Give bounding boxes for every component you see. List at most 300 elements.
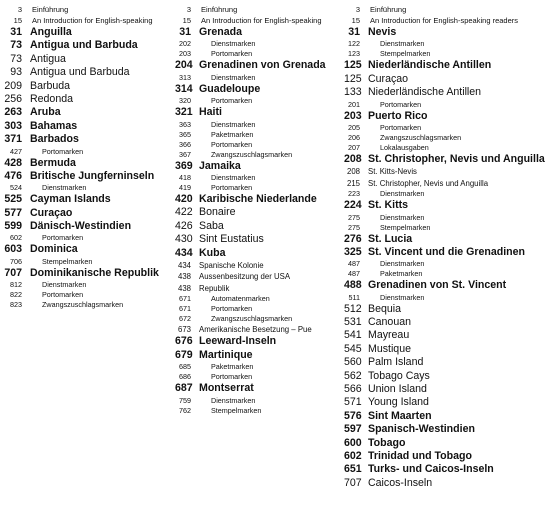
- toc-entry: [2, 243, 172, 256]
- toc-entry: [175, 314, 350, 324]
- toc-page-number: 15: [182, 16, 191, 25]
- toc-page-number: 3: [186, 5, 191, 14]
- toc-entry-title: Antigua: [30, 52, 66, 65]
- toc-entry-title: Palm Island: [368, 356, 424, 369]
- toc-entry: [344, 316, 550, 329]
- toc-entry: [344, 199, 550, 212]
- toc-entry: [175, 130, 350, 140]
- toc-page-number: 223: [348, 189, 360, 199]
- toc-entry: [175, 39, 350, 49]
- toc-entry: [175, 120, 350, 130]
- toc-entry: [2, 133, 172, 146]
- toc-entry-title: Bonaire: [199, 206, 236, 219]
- toc-entry-title: Britische Jungferninseln: [30, 169, 155, 182]
- toc-entry-title: Portomarken: [211, 304, 253, 314]
- toc-page-number: 577: [4, 206, 22, 219]
- toc-entry: [175, 324, 350, 335]
- toc-page-number: 438: [177, 283, 191, 293]
- toc-entry: [2, 53, 172, 66]
- toc-entry-title: Dienstmarken: [211, 72, 256, 82]
- toc-entry: [344, 59, 550, 72]
- toc-page-number: 673: [177, 325, 191, 335]
- toc-entry: [175, 271, 350, 282]
- toc-entry-title: Paketmarken: [211, 129, 254, 139]
- toc-page-number: 203: [344, 109, 362, 122]
- toc-page-number: 571: [344, 396, 362, 409]
- toc-page-number: 671: [179, 294, 191, 304]
- toc-page-number: 369: [175, 159, 193, 172]
- toc-entry: [344, 437, 550, 450]
- toc-entry: [344, 477, 550, 490]
- toc-entry-title: Zwangszuschlagsmarken: [380, 132, 462, 142]
- toc-entry-title: Mayreau: [368, 329, 410, 342]
- toc-page-number: 597: [344, 423, 362, 436]
- toc-page-number: 208: [344, 152, 362, 165]
- toc-page-number: 263: [4, 106, 22, 119]
- toc-entry-title: Aussenbesitzung der USA: [199, 272, 291, 282]
- toc-entry: [2, 220, 172, 233]
- toc-entry-title: An Introduction for English-speaking readers: [370, 16, 519, 25]
- toc-entry-title: Stempelmarken: [42, 256, 93, 266]
- toc-page-number: 434: [177, 260, 191, 270]
- toc-entry-title: Niederländische Antillen: [368, 86, 482, 99]
- toc-entry: [175, 362, 350, 372]
- toc-page-number: 707: [4, 266, 22, 279]
- toc-page-number: 419: [179, 182, 191, 192]
- toc-page-number: 3: [17, 5, 22, 14]
- toc-entry: [175, 160, 350, 173]
- toc-entry: [344, 246, 550, 259]
- toc-entry: [175, 349, 350, 362]
- toc-page-number: 420: [175, 192, 193, 205]
- toc-page-number: 31: [179, 26, 191, 38]
- toc-page-number: 686: [179, 372, 191, 382]
- toc-entry-title: Dienstmarken: [380, 292, 425, 302]
- toc-page-number: 434: [175, 246, 193, 259]
- toc-entry: [344, 233, 550, 246]
- toc-page-number: 438: [177, 272, 191, 282]
- toc-page-number: 676: [175, 335, 193, 348]
- toc-page-number: 31: [10, 26, 22, 38]
- toc-entry: [175, 304, 350, 314]
- toc-page-number: 545: [344, 342, 362, 355]
- toc-page-number: 822: [10, 290, 22, 300]
- toc-entry: [344, 279, 550, 292]
- toc-entry: [344, 15, 550, 26]
- toc-entry: [175, 283, 350, 294]
- toc-entry-title: Grenada: [199, 26, 242, 38]
- toc-entry: [2, 183, 172, 193]
- toc-page-number: 603: [4, 243, 22, 256]
- toc-entry: [2, 120, 172, 133]
- toc-entry-title: Portomarken: [42, 146, 84, 156]
- toc-entry: [344, 223, 550, 233]
- toc-page-number: 367: [179, 149, 191, 159]
- toc-entry: [344, 133, 550, 143]
- toc-page-number: 812: [10, 280, 22, 290]
- toc-entry-title: Zwangszuschlagsmarken: [211, 149, 293, 159]
- toc-entry: [344, 213, 550, 223]
- toc-page-number: 122: [348, 39, 360, 49]
- toc-entry: [175, 193, 350, 206]
- toc-entry: [344, 39, 550, 49]
- toc-entry-title: Dienstmarken: [211, 119, 256, 129]
- toc-entry-title: Einführung: [370, 5, 407, 14]
- toc-entry: [175, 96, 350, 106]
- toc-entry: [175, 233, 350, 246]
- toc-entry: [344, 123, 550, 133]
- toc-entry: [175, 73, 350, 83]
- toc-entry-title: Niederländische Antillen: [368, 59, 492, 72]
- toc-page-number: 525: [4, 193, 22, 206]
- toc-page-number: 73: [10, 39, 22, 52]
- toc-page-number: 759: [179, 395, 191, 405]
- toc-page-number: 224: [344, 199, 362, 212]
- toc-entry-title: Portomarken: [211, 96, 253, 106]
- toc-page-number: 275: [348, 212, 360, 222]
- toc-entry: [2, 15, 172, 26]
- toc-entry-title: Portomarken: [211, 182, 253, 192]
- toc-entry-title: Curaçao: [368, 72, 409, 85]
- toc-entry-title: St. Christopher, Nevis und Anguilla: [368, 152, 545, 165]
- toc-entry: [2, 106, 172, 119]
- toc-entry-title: Dienstmarken: [380, 39, 425, 49]
- toc-entry: [2, 193, 172, 206]
- toc-entry-title: Haiti: [199, 106, 222, 119]
- toc-entry-title: Bermuda: [30, 156, 76, 169]
- toc-page-number: 208: [346, 167, 360, 177]
- toc-page-number: 371: [4, 133, 22, 146]
- toc-entry-title: Dienstmarken: [211, 39, 256, 49]
- toc-entry: [175, 150, 350, 160]
- toc-entry: [175, 183, 350, 193]
- toc-entry: [2, 147, 172, 157]
- toc-entry-title: Saba: [199, 219, 224, 232]
- toc-entry: [344, 166, 550, 177]
- toc-page-number: 602: [10, 233, 22, 243]
- toc-entry-title: Canouan: [368, 316, 412, 329]
- toc-page-number: 123: [348, 49, 360, 59]
- toc-entry-title: Mustique: [368, 342, 411, 355]
- toc-entry-title: Redonda: [30, 92, 74, 105]
- toc-page-number: 823: [10, 300, 22, 310]
- toc-entry: [2, 80, 172, 93]
- toc-page-number: 204: [175, 59, 193, 72]
- toc-entry-title: Cayman Islands: [30, 193, 111, 206]
- toc-entry: [175, 294, 350, 304]
- toc-page-number: 365: [179, 129, 191, 139]
- toc-entry-title: Einführung: [201, 5, 238, 14]
- toc-entry-title: Stempelmarken: [380, 222, 431, 232]
- toc-entry-title: Dominica: [30, 243, 78, 256]
- toc-page-number: 566: [344, 383, 362, 396]
- toc-entry-title: Young Island: [368, 396, 429, 409]
- toc-entry-title: St. Lucia: [368, 232, 413, 245]
- toc-entry-title: Tobago: [368, 436, 406, 449]
- toc-page-number: 206: [348, 132, 360, 142]
- toc-entry: [175, 247, 350, 260]
- toc-page-number: 531: [344, 316, 362, 329]
- toc-entry-title: Portomarken: [42, 290, 84, 300]
- toc-page-number: 363: [179, 119, 191, 129]
- toc-entry-title: St. Vincent und die Grenadinen: [368, 245, 525, 258]
- toc-page-number: 201: [348, 99, 360, 109]
- toc-entry-title: Lokalausgaben: [380, 142, 429, 152]
- toc-entry: [2, 290, 172, 300]
- toc-entry-title: St. Kitts: [368, 199, 409, 212]
- toc-entry-title: Zwangszuschlagsmarken: [211, 314, 293, 324]
- toc-entry: [175, 396, 350, 406]
- toc-page-number: 313: [179, 72, 191, 82]
- toc-page-number: 303: [4, 119, 22, 132]
- toc-page-number: 671: [179, 304, 191, 314]
- toc-page-number: 672: [179, 314, 191, 324]
- toc-page-number: 651: [344, 463, 362, 476]
- toc-entry-title: Portomarken: [211, 372, 253, 382]
- toc-entry-title: Dienstmarken: [42, 183, 87, 193]
- toc-entry-title: Caicos-Inseln: [368, 476, 433, 489]
- toc-entry-title: Guadeloupe: [199, 82, 261, 95]
- toc-entry: [344, 86, 550, 99]
- toc-page-number: 209: [4, 79, 22, 92]
- toc-page-number: 321: [175, 106, 193, 119]
- toc-entry-title: Automatenmarken: [211, 294, 270, 304]
- toc-entry: [344, 450, 550, 463]
- toc-page-number: 3: [355, 5, 360, 14]
- toc-entry-title: Republik: [199, 283, 230, 293]
- toc-entry-title: Anguilla: [30, 26, 72, 38]
- toc-entry: [344, 396, 550, 409]
- toc-entry: [175, 260, 350, 271]
- toc-entry: [175, 372, 350, 382]
- toc-entry-title: Kuba: [199, 246, 226, 259]
- toc-entry-title: Aruba: [30, 106, 61, 119]
- toc-entry: [175, 406, 350, 416]
- toc-entry: [2, 280, 172, 290]
- toc-entry: [344, 356, 550, 369]
- toc-page-number: 541: [344, 329, 362, 342]
- toc-entry: [2, 233, 172, 243]
- toc-entry: [344, 383, 550, 396]
- toc-page-number: 762: [179, 405, 191, 415]
- toc-entry-title: Barbados: [30, 133, 79, 146]
- toc-entry: [344, 423, 550, 436]
- toc-page-number: 366: [179, 139, 191, 149]
- toc-entry: [344, 189, 550, 199]
- toc-page-number: 427: [10, 146, 22, 156]
- toc-entry-title: Antigua und Barbuda: [30, 66, 130, 79]
- toc-page-number: 600: [344, 436, 362, 449]
- toc-page-number: 276: [344, 232, 362, 245]
- toc-entry: [175, 4, 350, 15]
- toc-entry-title: Stempelmarken: [211, 405, 262, 415]
- toc-entry-title: Zwangszuschlagsmarken: [42, 300, 124, 310]
- toc-entry: [2, 66, 172, 79]
- toc-page-number: 602: [344, 449, 362, 462]
- toc-entry-title: Dienstmarken: [211, 395, 256, 405]
- toc-entry: [344, 329, 550, 342]
- toc-entry-title: Union Island: [368, 383, 427, 396]
- toc-entry-title: Bahamas: [30, 119, 78, 132]
- toc-page-number: 418: [179, 172, 191, 182]
- toc-entry: [175, 49, 350, 59]
- toc-entry: [344, 463, 550, 476]
- toc-entry-title: Martinique: [199, 348, 253, 361]
- toc-entry-title: Jamaika: [199, 159, 241, 172]
- toc-entry-title: Trinidad und Tobago: [368, 449, 472, 462]
- toc-page-number: 487: [348, 269, 360, 279]
- toc-page-number: 430: [175, 233, 193, 246]
- toc-entry-title: Amerikanische Besetzung – Pue: [199, 325, 312, 335]
- toc-page-number: 422: [175, 206, 193, 219]
- toc-entry: [2, 257, 172, 267]
- toc-page-number: 133: [344, 86, 362, 99]
- toc-entry-title: Barbuda: [30, 79, 71, 92]
- toc-page-number: 320: [179, 96, 191, 106]
- toc-entry-title: Sint Maarten: [368, 409, 432, 422]
- toc-entry: [344, 143, 550, 153]
- toc-page-number: 314: [175, 82, 193, 95]
- toc-page-number: 93: [10, 66, 22, 79]
- toc-entry-title: An Introduction for English-speaking: [201, 16, 322, 25]
- toc-entry: [2, 4, 172, 15]
- toc-page-number: 125: [344, 59, 362, 72]
- toc-page-number: 562: [344, 369, 362, 382]
- toc-entry: [344, 26, 550, 39]
- toc-entry-title: Paketmarken: [211, 362, 254, 372]
- toc-entry-title: St. Kitts-Nevis: [368, 167, 417, 177]
- toc-entry: [175, 140, 350, 150]
- toc-entry-title: Antigua und Barbuda: [30, 39, 138, 52]
- toc-page-number: 560: [344, 356, 362, 369]
- toc-entry: [175, 382, 350, 395]
- toc-entry-title: Tobago Cays: [368, 369, 430, 382]
- toc-entry: [175, 220, 350, 233]
- toc-entry: [2, 26, 172, 39]
- toc-page-number: 428: [4, 156, 22, 169]
- toc-page-number: 275: [348, 222, 360, 232]
- toc-entry: [344, 100, 550, 110]
- toc-entry: [2, 300, 172, 310]
- toc-entry-title: Nevis: [368, 26, 397, 38]
- toc-entry-title: Turks- und Caicos-Inseln: [368, 463, 494, 476]
- toc-entry-title: An Introduction for English-speaking: [32, 16, 153, 25]
- toc-page-number: 687: [175, 382, 193, 395]
- toc-page-number: 679: [175, 348, 193, 361]
- toc-entry-title: Portomarken: [211, 139, 253, 149]
- toc-page-number: 15: [13, 16, 22, 25]
- toc-page-number: 15: [351, 16, 360, 25]
- toc-entry: [344, 293, 550, 303]
- toc-entry-title: Paketmarken: [380, 269, 423, 279]
- toc-page-number: 73: [10, 52, 22, 65]
- toc-entry-title: St. Christopher, Nevis und Anguilla: [368, 178, 489, 188]
- toc-entry: [344, 4, 550, 15]
- toc-entry-title: Einführung: [32, 5, 69, 14]
- toc-entry: [2, 267, 172, 280]
- toc-entry-title: Dänisch-Westindien: [30, 220, 132, 233]
- toc-entry: [175, 106, 350, 119]
- toc-page-number: 426: [175, 219, 193, 232]
- toc-entry: [344, 73, 550, 86]
- toc-entry-title: Dominikanische Republik: [30, 266, 159, 279]
- toc-entry: [344, 410, 550, 423]
- toc-entry-title: Dienstmarken: [380, 212, 425, 222]
- toc-entry: [344, 303, 550, 316]
- toc-entry: [175, 173, 350, 183]
- toc-entry: [344, 370, 550, 383]
- toc-entry-title: Sint Eustatius: [199, 233, 264, 246]
- toc-page-number: 125: [344, 72, 362, 85]
- toc-entry-title: Grenadinen von St. Vincent: [368, 279, 507, 292]
- toc-entry-title: Spanische Kolonie: [199, 260, 264, 270]
- toc-page-number: 707: [344, 476, 362, 489]
- toc-column-1: [2, 4, 172, 310]
- toc-page-number: 325: [344, 245, 362, 258]
- toc-entry: [344, 153, 550, 166]
- toc-entry: [175, 83, 350, 96]
- toc-entry-title: Curaçao: [30, 206, 73, 219]
- toc-entry-title: Dienstmarken: [380, 189, 425, 199]
- toc-column-2: [175, 4, 350, 416]
- toc-entry-title: Puerto Rico: [368, 109, 428, 122]
- toc-entry: [2, 170, 172, 183]
- toc-page-number: 476: [4, 169, 22, 182]
- toc-page-number: 203: [179, 49, 191, 59]
- toc-entry: [2, 157, 172, 170]
- toc-entry: [2, 39, 172, 52]
- toc-entry: [175, 335, 350, 348]
- toc-entry: [175, 15, 350, 26]
- toc-page-number: 215: [346, 178, 360, 188]
- toc-entry: [175, 59, 350, 72]
- toc-entry-title: Bequia: [368, 302, 401, 315]
- toc-entry: [344, 49, 550, 59]
- toc-entry-title: Dienstmarken: [380, 259, 425, 269]
- toc-entry: [2, 93, 172, 106]
- toc-entry: [2, 207, 172, 220]
- toc-entry: [344, 269, 550, 279]
- toc-page-number: 205: [348, 122, 360, 132]
- toc-entry-title: Montserrat: [199, 382, 254, 395]
- toc-column-3: [344, 4, 550, 490]
- toc-page-number: 207: [348, 142, 360, 152]
- toc-page-number: 488: [344, 279, 362, 292]
- toc-entry: [344, 110, 550, 123]
- toc-page-number: 31: [348, 26, 360, 38]
- toc-entry-title: Portomarken: [380, 99, 422, 109]
- toc-page-number: 256: [4, 92, 22, 105]
- toc-entry: [175, 26, 350, 39]
- toc-entry: [175, 206, 350, 219]
- toc-page-number: 202: [179, 39, 191, 49]
- toc-entry: [344, 343, 550, 356]
- toc-entry: [344, 259, 550, 269]
- toc-entry: [344, 178, 550, 189]
- toc-entry-title: Dienstmarken: [42, 280, 87, 290]
- toc-entry-title: Leeward-Inseln: [199, 335, 277, 348]
- toc-page-number: 511: [348, 292, 360, 302]
- toc-page-number: 599: [4, 220, 22, 233]
- toc-page-number: 685: [179, 362, 191, 372]
- toc-page-number: 706: [10, 256, 22, 266]
- toc-entry-title: Portomarken: [211, 49, 253, 59]
- toc-page-number: 576: [344, 409, 362, 422]
- toc-page-number: 487: [348, 259, 360, 269]
- toc-entry-title: Portomarken: [380, 122, 422, 132]
- toc-entry-title: Portomarken: [42, 233, 84, 243]
- toc-page-number: 524: [10, 183, 22, 193]
